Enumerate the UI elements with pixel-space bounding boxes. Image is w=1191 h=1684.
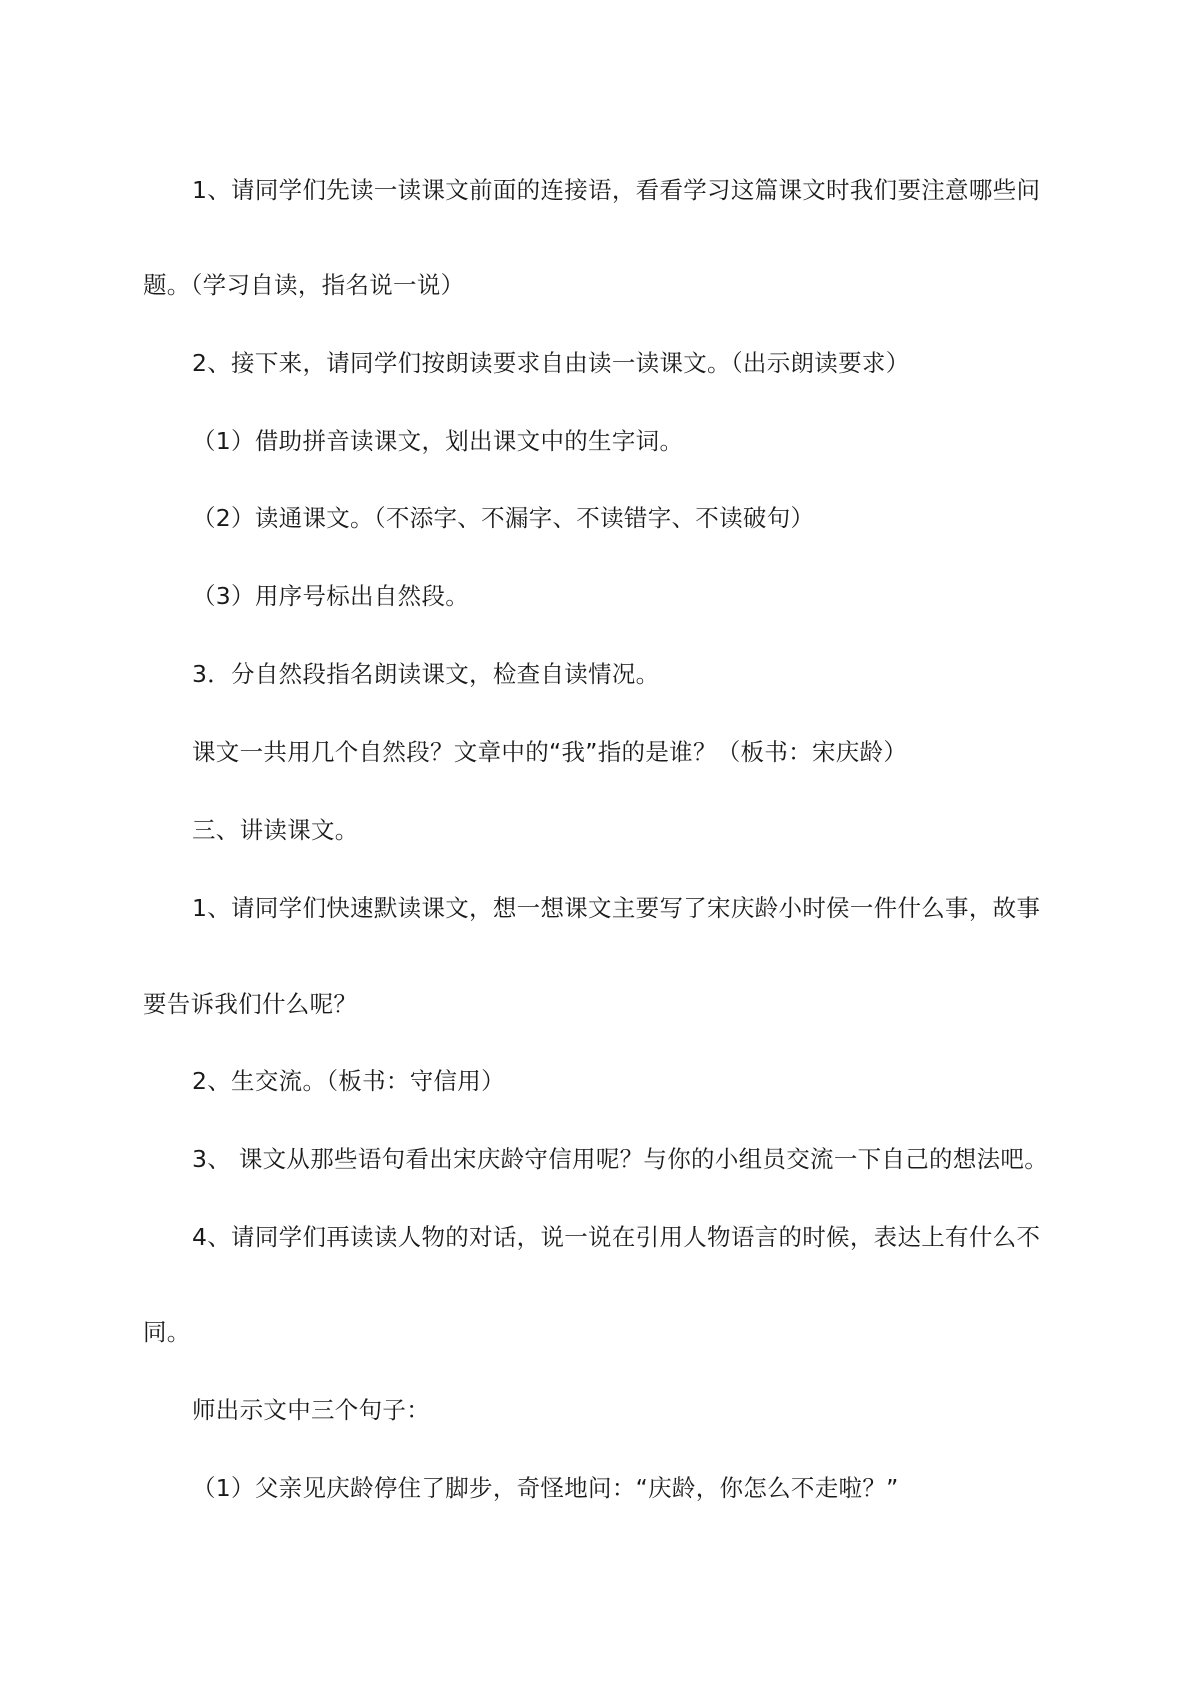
paragraph-line-2: 题。（学习自读，指名说一说） xyxy=(143,271,465,299)
section-heading: 三、讲读课文。 xyxy=(192,816,359,844)
paragraph-line-12: 2、生交流。（板书：守信用） xyxy=(192,1067,505,1095)
paragraph-line-15: 同。 xyxy=(143,1318,191,1346)
paragraph-line-16: 师出示文中三个句子： xyxy=(192,1396,430,1424)
paragraph-line-8: 课文一共用几个自然段？文章中的“我”指的是谁？（板书：宋庆龄） xyxy=(192,738,908,766)
paragraph-line-17: （1）父亲见庆龄停住了脚步，奇怪地问：“庆龄，你怎么不走啦？” xyxy=(192,1474,899,1502)
paragraph-line-10: 1、请同学们快速默读课文，想一想课文主要写了宋庆龄小时侯一件什么事，故事 xyxy=(192,894,1041,922)
paragraph-line-1: 1、请同学们先读一读课文前面的连接语，看看学习这篇课文时我们要注意哪些问 xyxy=(192,176,1041,204)
paragraph-line-7: 3．分自然段指名朗读课文，检查自读情况。 xyxy=(192,660,660,688)
paragraph-line-4: （1）借助拼音读课文，划出课文中的生字词。 xyxy=(192,427,684,455)
paragraph-line-5: （2）读通课文。（不添字、不漏字、不读错字、不读破句） xyxy=(192,504,815,532)
paragraph-line-14: 4、请同学们再读读人物的对话，说一说在引用人物语言的时候，表达上有什么不 xyxy=(192,1223,1041,1251)
paragraph-line-13: 3、 课文从那些语句看出宋庆龄守信用呢？与你的小组员交流一下自己的想法吧。 xyxy=(192,1145,1049,1173)
paragraph-line-11: 要告诉我们什么呢？ xyxy=(143,990,358,1018)
paragraph-line-3: 2、接下来，请同学们按朗读要求自由读一读课文。（出示朗读要求） xyxy=(192,349,910,377)
paragraph-line-6: （3）用序号标出自然段。 xyxy=(192,582,470,610)
